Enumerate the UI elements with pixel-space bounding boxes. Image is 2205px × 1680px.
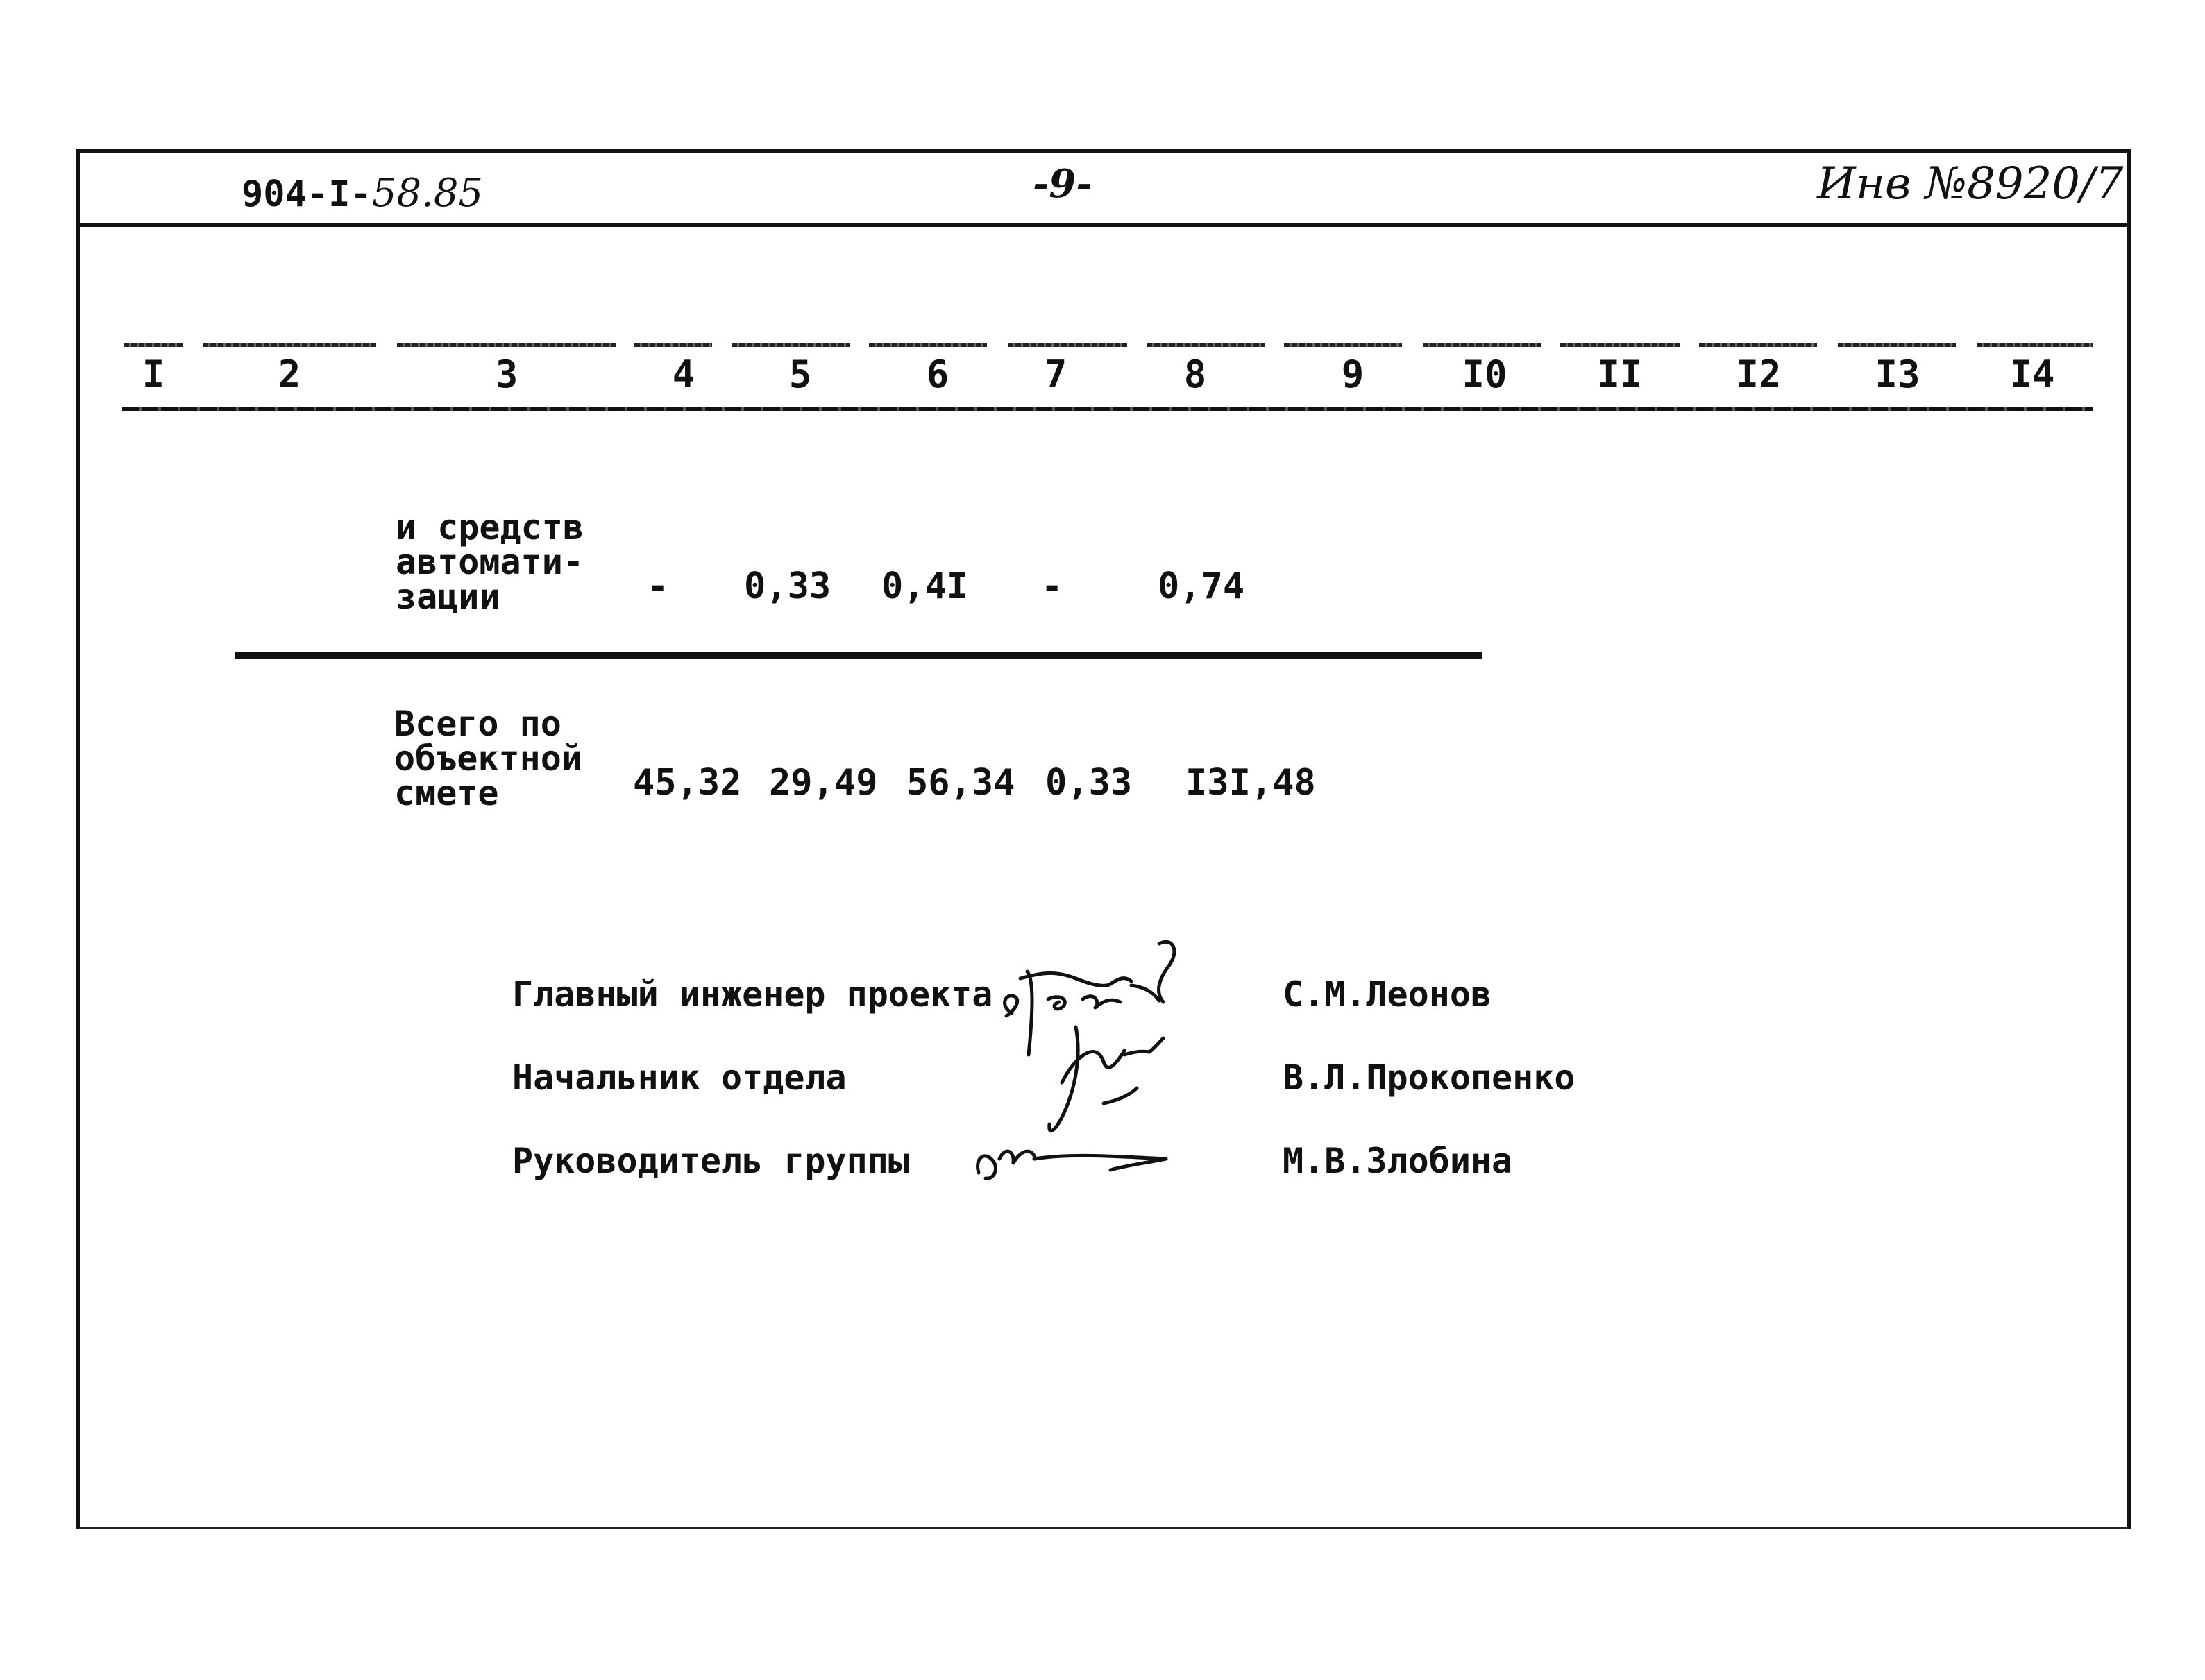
signature-role: Начальник отдела — [512, 1058, 847, 1098]
row-value: I3I,48 — [1185, 762, 1316, 804]
signature-role: Главный инженер проекта — [512, 974, 993, 1015]
signature-name: М.В.Злобина — [1283, 1141, 1513, 1181]
column-number: 9 — [1341, 353, 1365, 396]
column-number: 5 — [788, 353, 812, 396]
column-dash — [634, 343, 712, 347]
header-bottom-rule — [122, 407, 2093, 411]
column-number: 8 — [1183, 353, 1207, 396]
column-number: 4 — [672, 353, 695, 396]
document-code-handwritten: 58.85 — [371, 171, 484, 216]
column-number: I — [142, 353, 165, 396]
column-dash — [1147, 343, 1265, 347]
column-number: I0 — [1462, 353, 1507, 396]
column-dash — [1838, 343, 1956, 347]
row-value: 45,32 — [633, 762, 742, 804]
row-label: Всего по объектной смете — [394, 704, 582, 813]
row-value: - — [647, 566, 669, 607]
column-dash — [732, 343, 850, 347]
column-dash — [1284, 343, 1402, 347]
row-value: 0,33 — [1045, 762, 1133, 804]
row-value: - — [1041, 566, 1063, 607]
column-number: 2 — [278, 353, 301, 396]
column-dash — [1699, 343, 1817, 347]
row-value: 0,33 — [744, 566, 831, 607]
column-dash — [1560, 343, 1680, 347]
handwritten-signatures — [972, 930, 1249, 1207]
column-number: I3 — [1875, 353, 1920, 396]
column-dash — [397, 343, 616, 347]
document-code — [242, 171, 483, 216]
column-number: 6 — [926, 353, 949, 396]
signature-name: В.Л.Прокопенко — [1283, 1058, 1575, 1098]
header-divider — [76, 223, 2131, 227]
row-value: 0,4I — [881, 566, 969, 607]
row-label: и средств автомати- зации — [396, 507, 584, 617]
column-dash — [124, 343, 183, 347]
row-value: 29,49 — [769, 762, 878, 804]
column-number: II — [1597, 353, 1643, 396]
column-dash — [203, 343, 376, 347]
subtotal-rule — [235, 652, 1482, 659]
row-value: 0,74 — [1158, 566, 1245, 607]
column-dash — [869, 343, 987, 347]
column-number: 7 — [1044, 353, 1067, 396]
row-value: 56,34 — [906, 762, 1015, 804]
document-code-printed: 904-I- — [242, 173, 372, 215]
column-number: I4 — [2009, 353, 2055, 396]
column-dash — [1423, 343, 1541, 347]
page-number: -9- — [1033, 161, 1092, 207]
column-number: I2 — [1736, 353, 1782, 396]
column-number: 3 — [495, 353, 518, 396]
column-dash — [1008, 343, 1127, 347]
signature-role: Руководитель группы — [512, 1141, 909, 1181]
column-dash — [1977, 343, 2093, 347]
inventory-number: Инв №8920/7 — [1817, 158, 2124, 210]
page-frame — [76, 149, 2131, 1529]
signature-name: С.М.Леонов — [1283, 974, 1492, 1015]
